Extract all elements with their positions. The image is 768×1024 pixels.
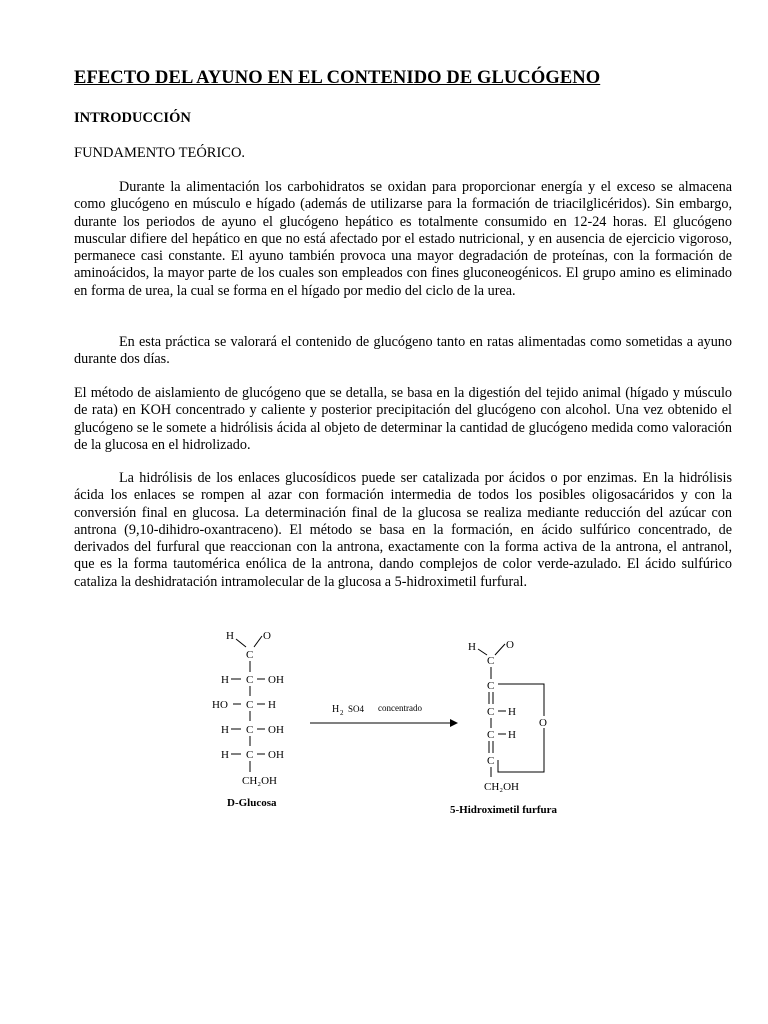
hmf-aldehyde-h: H — [468, 641, 476, 653]
glucose-row-right: H — [268, 699, 276, 711]
glucose-row-carbon: C — [246, 749, 254, 761]
glucose-bond-o — [254, 636, 262, 647]
glucose-aldehyde-o: O — [263, 630, 271, 642]
glucose-row-right: OH — [268, 724, 284, 736]
glucose-c1: C — [246, 649, 254, 661]
hmf-carbon: C — [487, 755, 495, 767]
glucose-aldehyde-h: H — [226, 630, 234, 642]
glucose-structure — [212, 630, 284, 809]
hmf-ch2oh: CH₂OH — [484, 781, 520, 793]
glucose-row-left: H — [221, 749, 229, 761]
hmf-ring-bond-bottom — [498, 728, 544, 772]
reagent-h: H — [332, 704, 340, 715]
reagent-so4: SO4 — [348, 704, 365, 714]
hmf-bond-h — [478, 649, 487, 655]
glucose-row-left: HO — [212, 699, 228, 711]
subheading-fundamento: FUNDAMENTO TEÓRICO. — [74, 145, 246, 161]
hmf-h: H — [508, 706, 516, 718]
reaction-arrow-group — [310, 703, 458, 727]
hmf-aldehyde-o: O — [506, 639, 514, 651]
reaction-figure — [200, 622, 600, 822]
glucose-ch2oh: CH₂OH — [242, 775, 278, 787]
reaction-arrow-head — [450, 719, 458, 727]
hmf-carbon: C — [487, 706, 495, 718]
hmf-carbon: C — [487, 680, 495, 692]
glucose-row-right: OH — [268, 674, 284, 686]
paragraph-4: La hidrólisis de los enlaces glucosídicos puede ser catalizada por ácidos o por enzimas. En la hidrólisis ácida los enlaces se rompen al azar con formación intermedia de todos los posibles oligosacáridos y con la conversión final en glucosa. La determinación final de la glucosa se realiza mediante reducción del azúcar con antrona (9,10-dihidro-oxantraceno). El método se basa en la formación, en ácido sulfúrico concentrado, de derivados del furfural que reaccionan con la antrona, exactamente con la forma activa de la antrona, el antranol, que es la forma tautomérica enólica de la antrona, dando complejos de color verde-azulado. El ácido sulfúrico cataliza la deshidratación intramolecular de la glucosa a 5-hidroximetil furfural. — [74, 470, 732, 590]
hmf-h: H — [508, 729, 516, 741]
glucose-row-carbon: C — [246, 674, 254, 686]
glucose-row-left: H — [221, 674, 229, 686]
hmf-ring-oxygen: O — [539, 717, 547, 729]
glucose-row-carbon: C — [246, 699, 254, 711]
glucose-row-left: H — [221, 724, 229, 736]
hmf-bond-o — [495, 644, 505, 655]
glucose-row-right: OH — [268, 749, 284, 761]
hmf-label: 5-Hidroximetil furfura — [450, 804, 558, 816]
reagent-subscript: 2 — [340, 709, 344, 717]
glucose-row-carbon: C — [246, 724, 254, 736]
hmf-carbon: C — [487, 729, 495, 741]
document-title: EFECTO DEL AYUNO EN EL CONTENIDO DE GLUCÓGENO — [74, 68, 601, 88]
glucose-label: D-Glucosa — [227, 797, 277, 809]
paragraph-1: Durante la alimentación los carbohidratos se oxidan para proporcionar energía y el exceso se almacena como glucógeno en músculo e hígado (además de utilizarse para la formación de triacilglicéridos). Sin embargo, durante los periodos de ayuno el glucógeno hepático es totalmente consumido en 12-24 horas. El glucógeno muscular difiere del hepático en que no está afectado por el estado nutricional, y en ausencia de ejercicio vigoroso, permanece casi constante. El ayuno también provoca una mayor degradación de proteínas, con la formación de aminoácidos, la mayor parte de los cuales son empleados con fines gluconeogénicos. El grupo amino es eliminado en forma de urea, la cual se forma en el hígado por medio del ciclo de la urea. — [74, 179, 732, 299]
glucose-bond-h — [236, 639, 246, 647]
section-heading-introduccion: INTRODUCCIÓN — [74, 110, 191, 126]
reaction-condition: concentrado — [378, 703, 422, 713]
paragraph-3: El método de aislamiento de glucógeno que se detalla, se basa en la digestión del tejido animal (hígado y músculo de rata) en KOH concentrado y caliente y posterior precipitación del glucógeno con alcohol. Una vez obtenido el glucógeno se le somete a hidrólisis ácida al objeto de determinar la cantidad de glucógeno medida como valoración de la glucosa en el hidrolizado. — [74, 385, 732, 453]
paragraph-2: En esta práctica se valorará el contenido de glucógeno tanto en ratas alimentadas como sometidas a ayuno durante dos días. — [74, 334, 732, 368]
hmf-carbon: C — [487, 655, 495, 667]
hmf-structure — [450, 639, 558, 816]
